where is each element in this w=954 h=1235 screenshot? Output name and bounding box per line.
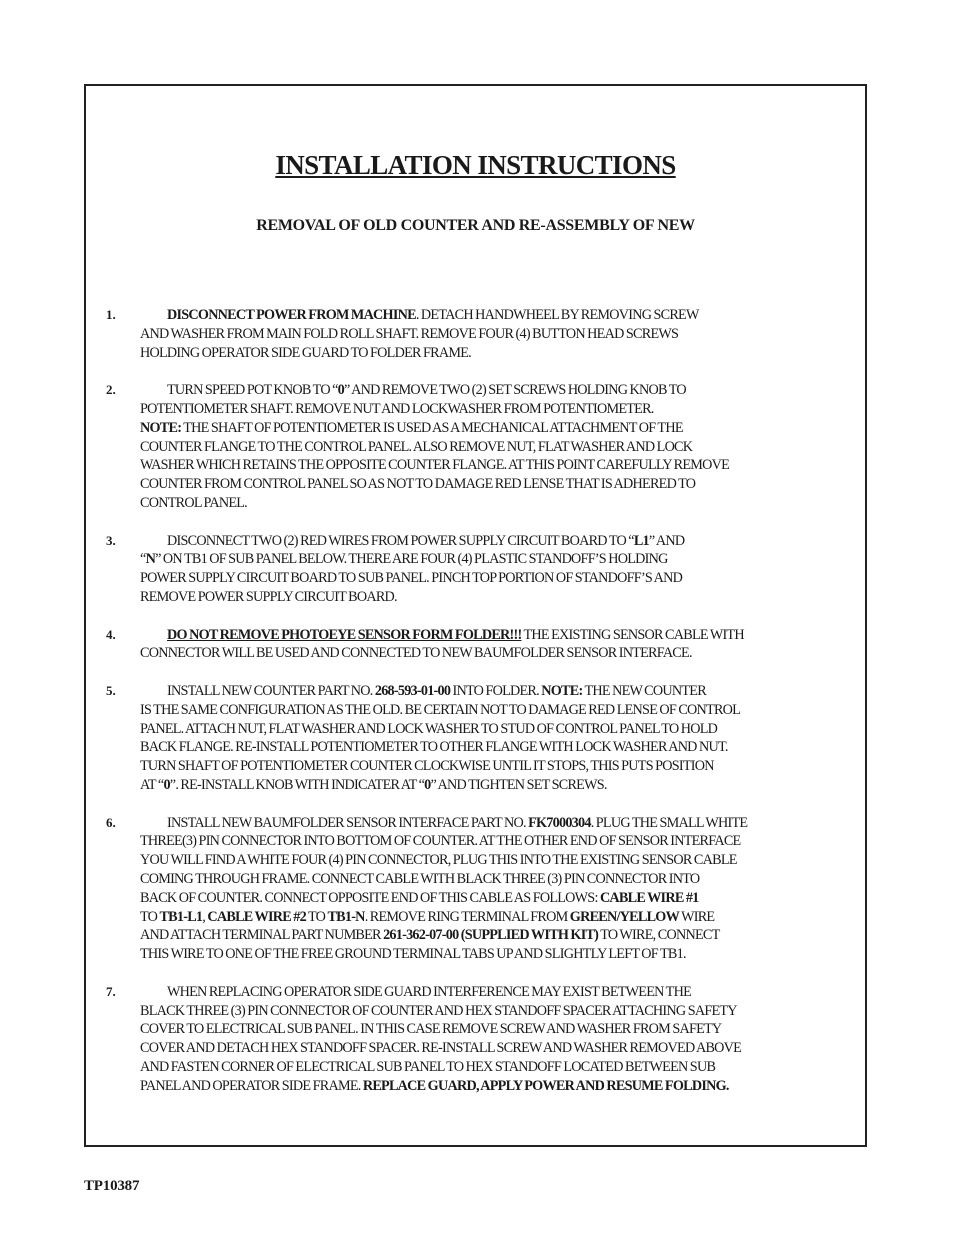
step-line: POTENTIOMETER SHAFT. REMOVE NUT AND LOCKWASHER FROM POTENTIOMETER. <box>140 400 654 417</box>
step-number: 3. <box>106 532 116 548</box>
step-number: 7. <box>106 983 116 999</box>
bold-text: 0 <box>337 382 345 399</box>
step-line: YOU WILL FIND A WHITE FOUR (4) PIN CONNECTOR, PLUG THIS INTO THE EXISTING SENSOR CABLE <box>140 852 737 869</box>
bold-text: L1 <box>633 532 649 549</box>
step-line: AND WASHER FROM MAIN FOLD ROLL SHAFT. REMOVE FOUR (4) BUTTON HEAD SCREWS <box>140 325 679 342</box>
step-line: TURN SHAFT OF POTENTIOMETER COUNTER CLOCKWISE UNTIL IT STOPS, THIS PUTS POSITION <box>140 758 714 775</box>
step-line: INSTALL NEW COUNTER PART NO. 268-593-01-00 INTO FOLDER. NOTE: THE NEW COUNTER <box>167 683 706 699</box>
bold-text: FK7000304 <box>528 814 591 831</box>
step-line: DO NOT REMOVE PHOTOEYE SENSOR FORM FOLDER!!! THE EXISTING SENSOR CABLE WITH <box>167 626 744 643</box>
bold-text: TB1-L1 <box>159 908 203 925</box>
step-line: BLACK THREE (3) PIN CONNECTOR OF COUNTER AND HEX STANDOFF SPACER ATTACHING SAFETY <box>140 1002 737 1019</box>
step-number: 1. <box>106 307 116 322</box>
step-line: BACK OF COUNTER. CONNECT OPPOSITE END OF THIS CABLE AS FOLLOWS: CABLE WIRE #1 <box>140 889 699 906</box>
step-line: THREE(3) PIN CONNECTOR INTO BOTTOM OF COUNTER. AT THE OTHER END OF SENSOR INTERFACE <box>140 833 741 850</box>
step-line: TURN SPEED POT KNOB TO “0” AND REMOVE TWO (2) SET SCREWS HOLDING KNOB TO <box>167 382 686 399</box>
document-number: TP10387 <box>84 1178 140 1194</box>
step-text <box>140 532 840 607</box>
step-line: POWER SUPPLY CIRCUIT BOARD TO SUB PANEL. PINCH TOP PORTION OF STANDOFF’S AND <box>140 570 683 587</box>
step-line: INSTALL NEW BAUMFOLDER SENSOR INTERFACE PART NO. FK7000304. PLUG THE SMALL WHITE <box>167 814 748 831</box>
bold-text: 268-593-01-00 <box>374 683 451 699</box>
step-line: BACK FLANGE. RE-INSTALL POTENTIOMETER TO OTHER FLANGE WITH LOCK WASHER AND NUT. <box>140 739 728 756</box>
step-line: DISCONNECT POWER FROM MACHINE. DETACH HANDWHEEL BY REMOVING SCREW <box>167 307 699 323</box>
instructions-frame <box>84 84 867 1147</box>
step-number: 6. <box>106 814 116 830</box>
step-line: PANEL AND OPERATOR SIDE FRAME. REPLACE GUARD, APPLY POWER AND RESUME FOLDING. <box>140 1077 729 1094</box>
bold-text: N <box>145 551 156 568</box>
step-text <box>140 814 840 964</box>
step-text <box>140 983 840 1096</box>
step-line: HOLDING OPERATOR SIDE GUARD TO FOLDER FRAME. <box>140 344 471 361</box>
step-number: 4. <box>106 626 116 642</box>
step-line: COMING THROUGH FRAME. CONNECT CABLE WITH BLACK THREE (3) PIN CONNECTOR INTO <box>140 870 700 887</box>
step-line: CONTROL PANEL. <box>140 494 247 511</box>
step-line: AT “0”. RE-INSTALL KNOB WITH INDICATER AT “0” AND TIGHTEN SET SCREWS. <box>140 776 607 793</box>
step-line: “N” ON TB1 OF SUB PANEL BELOW. THERE ARE FOUR (4) PLASTIC STANDOFF’S HOLDING <box>140 551 668 568</box>
step-line: DISCONNECT TWO (2) RED WIRES FROM POWER SUPPLY CIRCUIT BOARD TO “L1” AND <box>167 532 685 549</box>
bold-text: CABLE WIRE #1 <box>599 889 699 906</box>
bold-text: GREEN/YELLOW <box>569 908 680 925</box>
step-line: AND ATTACH TERMINAL PART NUMBER 261-362-07-00 (SUPPLIED WITH KIT) TO WIRE, CONNECT <box>140 927 720 944</box>
bold-text: NOTE: <box>541 683 583 699</box>
step-line: IS THE SAME CONFIGURATION AS THE OLD. BE CERTAIN NOT TO DAMAGE RED LENSE OF CONTROL <box>140 701 741 718</box>
step-line: COUNTER FLANGE TO THE CONTROL PANEL. ALSO REMOVE NUT, FLAT WASHER AND LOCK <box>140 438 693 455</box>
step-line: COVER AND DETACH HEX STANDOFF SPACER. RE-INSTALL SCREW AND WASHER REMOVED ABOVE <box>140 1040 742 1057</box>
bold-text: TB1-N <box>327 908 365 925</box>
step-line: CONNECTOR WILL BE USED AND CONNECTED TO NEW BAUMFOLDER SENSOR INTERFACE. <box>140 645 692 662</box>
underlined-text: DO NOT REMOVE PHOTOEYE SENSOR FORM FOLDER!!! <box>167 626 522 643</box>
step-line: THIS WIRE TO ONE OF THE FREE GROUND TERMINAL TABS UP AND SLIGHTLY LEFT OF TB1. <box>140 946 686 963</box>
step-line: COVER TO ELECTRICAL SUB PANEL. IN THIS CASE REMOVE SCREW AND WASHER FROM SAFETY <box>140 1021 722 1038</box>
bold-text: CABLE WIRE #2 <box>207 908 306 925</box>
step-line: AND FASTEN CORNER OF ELECTRICAL SUB PANEL TO HEX STANDOFF LOCATED BETWEEN SUB <box>140 1058 716 1075</box>
bold-text: NOTE: <box>140 419 182 436</box>
step-number: 5. <box>106 683 116 698</box>
step-text <box>140 626 840 664</box>
step-text <box>140 306 840 362</box>
step-line: TO TB1-L1, CABLE WIRE #2 TO TB1-N. REMOVE RING TERMINAL FROM GREEN/YELLOW WIRE <box>140 908 715 925</box>
step-line: PANEL. ATTACH NUT, FLAT WASHER AND LOCK WASHER TO STUD OF CONTROL PANEL TO HOLD <box>140 720 718 737</box>
page-title: INSTALLATION INSTRUCTIONS <box>275 150 676 180</box>
bold-text: 261-362-07-00 (SUPPLIED WITH KIT) <box>383 927 599 944</box>
bold-text: REPLACE GUARD, APPLY POWER AND RESUME FOLDING. <box>362 1077 729 1094</box>
bold-text: DISCONNECT POWER FROM MACHINE <box>167 307 416 323</box>
step-text <box>140 381 840 513</box>
step-line: REMOVE POWER SUPPLY CIRCUIT BOARD. <box>140 588 397 605</box>
bold-text: 0 <box>424 776 431 793</box>
bold-text: 0 <box>163 776 170 793</box>
step-text <box>140 682 840 795</box>
step-line: COUNTER FROM CONTROL PANEL SO AS NOT TO DAMAGE RED LENSE THAT IS ADHERED TO <box>140 476 696 493</box>
step-line: WHEN REPLACING OPERATOR SIDE GUARD INTERFERENCE MAY EXIST BETWEEN THE <box>167 983 691 1000</box>
step-line: WASHER WHICH RETAINS THE OPPOSITE COUNTER FLANGE. AT THIS POINT CAREFULLY REMOVE <box>140 457 730 474</box>
step-number: 2. <box>106 382 116 398</box>
step-line: NOTE: THE SHAFT OF POTENTIOMETER IS USED AS A MECHANICAL ATTACHMENT OF THE <box>140 419 683 436</box>
page-subtitle: REMOVAL OF OLD COUNTER AND RE-ASSEMBLY OF NEW <box>256 217 695 234</box>
